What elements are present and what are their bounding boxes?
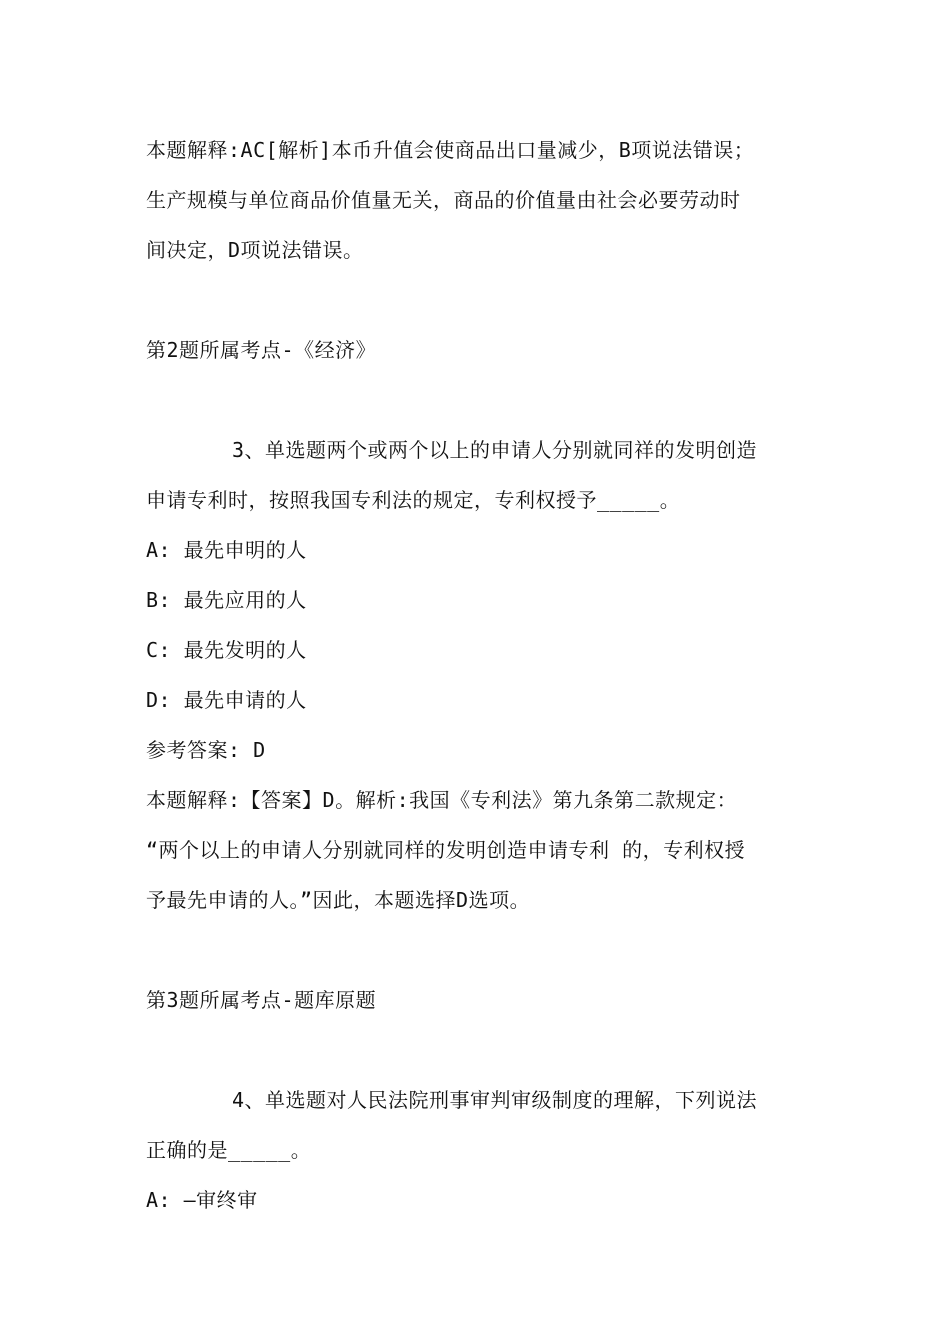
q3-topic: 第3题所属考点-题库原题 bbox=[146, 988, 377, 1012]
q3-explanation-line-2: “两个以上的申请人分别就同样的发明创造申请专利 的，专利权授 bbox=[146, 838, 746, 862]
q4-option-a: A: —审终审 bbox=[146, 1188, 258, 1212]
q4-question-line-1: 4、单选题对人民法院刑事审判审级制度的理解，下列说法 bbox=[232, 1088, 758, 1112]
q3-question-line-2: 申请专利时，按照我国专利法的规定，专利权授予_____。 bbox=[146, 488, 681, 512]
q2-topic: 第2题所属考点-《经济》 bbox=[146, 338, 377, 362]
q3-option-b: B: 最先应用的人 bbox=[146, 588, 307, 612]
q3-explanation-line-1: 本题解释:【答案】D。解析:我国《专利法》第九条第二款规定： bbox=[146, 788, 738, 812]
q3-answer: 参考答案: D bbox=[146, 738, 266, 762]
q2-explanation-line-3: 间决定，D项说法错误。 bbox=[146, 238, 364, 262]
q3-explanation-line-3: 予最先申请的人。”因此，本题选择D选项。 bbox=[146, 888, 531, 912]
q3-option-d: D: 最先申请的人 bbox=[146, 688, 307, 712]
q2-explanation-line-1: 本题解释:AC[解析]本币升值会使商品出口量减少，B项说法错误； bbox=[146, 138, 755, 162]
q3-question-line-1: 3、单选题两个或两个以上的申请人分别就同祥的发明创造 bbox=[232, 438, 758, 462]
q3-option-a: A: 最先申明的人 bbox=[146, 538, 307, 562]
q3-option-c: C: 最先发明的人 bbox=[146, 638, 307, 662]
q2-explanation-line-2: 生产规模与单位商品价值量无关，商品的价值量由社会必要劳动时 bbox=[146, 188, 741, 212]
q4-question-line-2: 正确的是_____。 bbox=[146, 1138, 312, 1162]
